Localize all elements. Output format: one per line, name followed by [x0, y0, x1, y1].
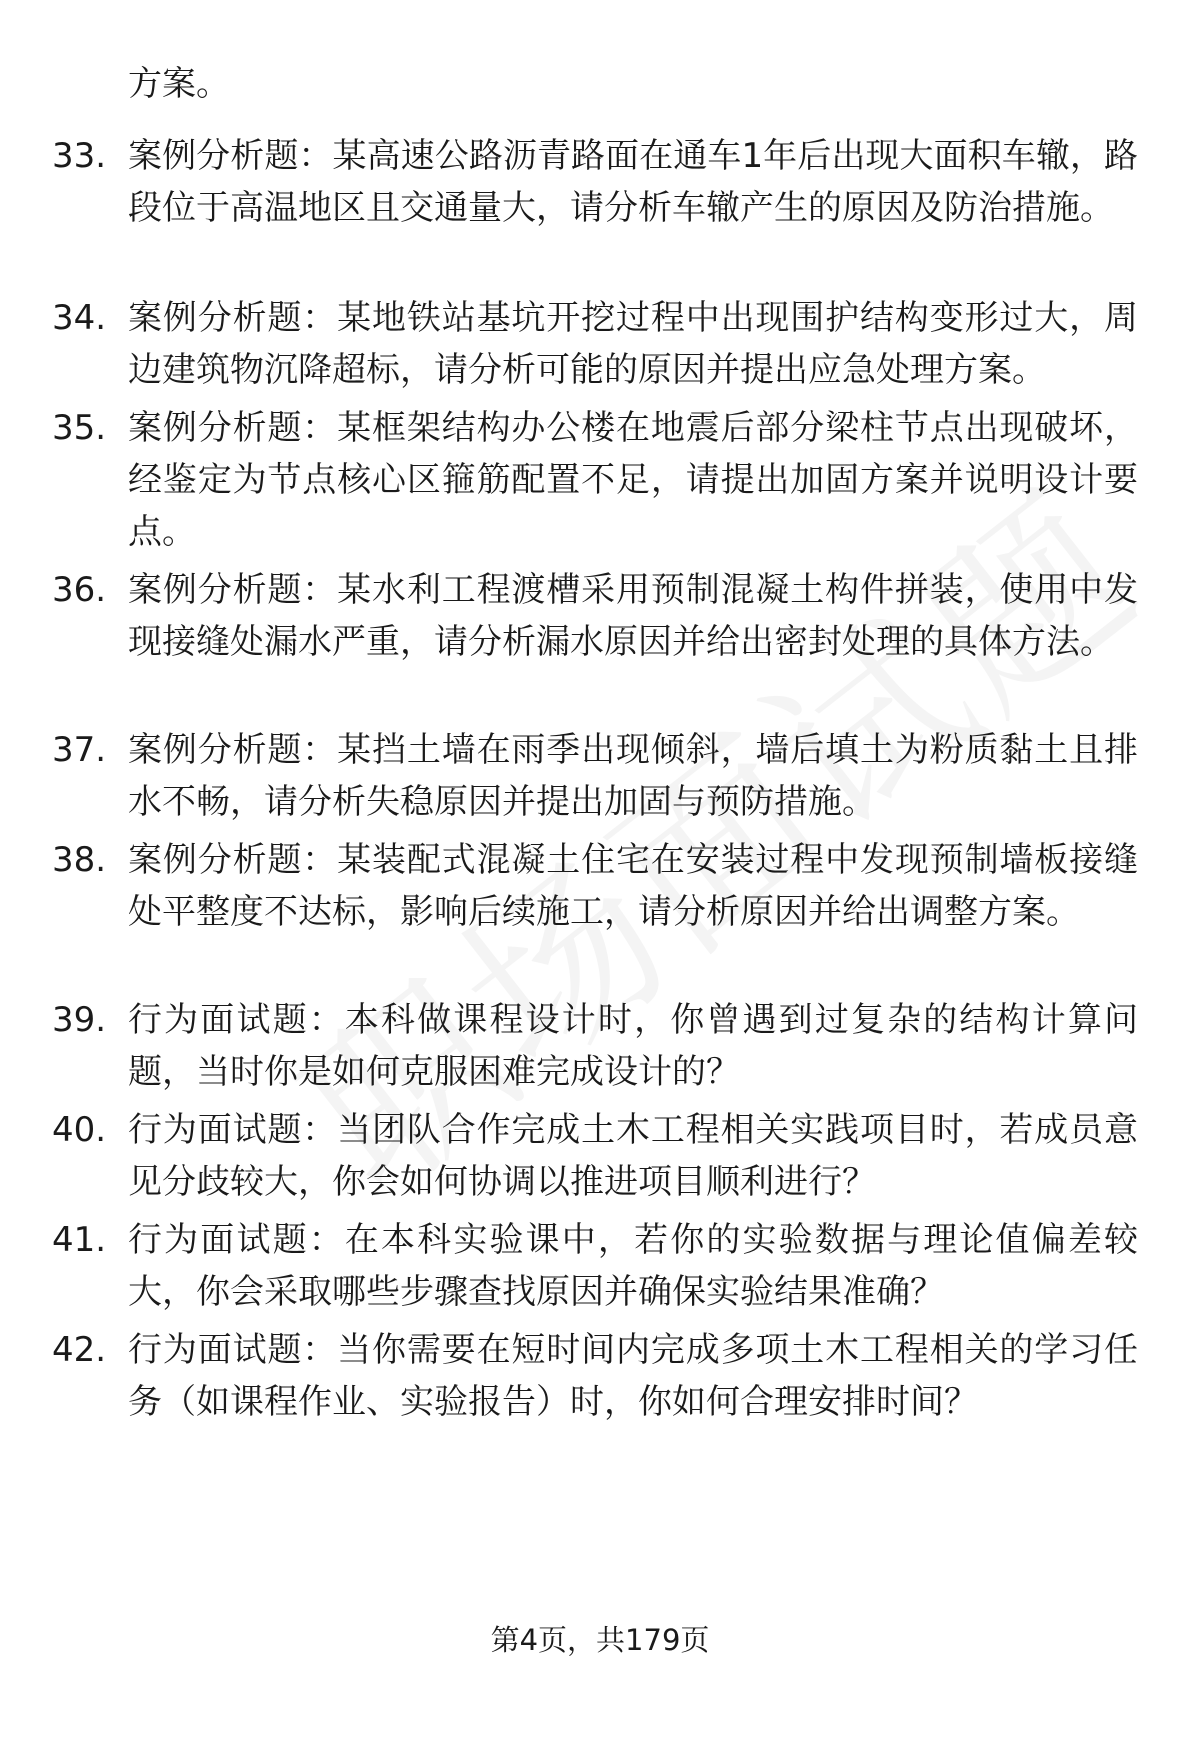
question-number: 38. — [52, 840, 107, 880]
question-number: 40. — [52, 1110, 107, 1150]
question-text: 案例分析题：某高速公路沥青路面在通车1年后出现大面积车辙，路段位于高温地区且交通量大，请分析车辙产生的原因及防治措施。 — [128, 136, 1138, 228]
question-text: 案例分析题：某框架结构办公楼在地震后部分梁柱节点出现破坏，经鉴定为节点核心区箍筋配置不足，请提出加固方案并说明设计要点。 — [128, 408, 1138, 552]
question-text: 案例分析题：某地铁站基坑开挖过程中出现围护结构变形过大，周边建筑物沉降超标，请分析可能的原因并提出应急处理方案。 — [128, 298, 1138, 390]
question-text: 行为面试题：在本科实验课中，若你的实验数据与理论值偏差较大，你会采取哪些步骤查找原因并确保实验结果准确？ — [128, 1220, 1138, 1312]
question-text: 行为面试题：当你需要在短时间内完成多项土木工程相关的学习任务（如课程作业、实验报告）时，你如何合理安排时间？ — [128, 1330, 1138, 1422]
question-number: 37. — [52, 730, 107, 770]
question-text: 案例分析题：某装配式混凝土住宅在安装过程中发现预制墙板接缝处平整度不达标，影响后续施工，请分析原因并给出调整方案。 — [128, 840, 1138, 932]
continued-text: 方案。 — [128, 64, 230, 104]
question-number: 34. — [52, 298, 107, 338]
question-number: 36. — [52, 570, 107, 610]
question-text: 案例分析题：某水利工程渡槽采用预制混凝土构件拼装，使用中发现接缝处漏水严重，请分析漏水原因并给出密封处理的具体方法。 — [128, 570, 1138, 662]
question-number: 35. — [52, 408, 107, 448]
question-number: 42. — [52, 1330, 107, 1370]
question-text: 行为面试题：本科做课程设计时，你曾遇到过复杂的结构计算问题，当时你是如何克服困难完成设计的？ — [128, 1000, 1138, 1092]
question-number: 41. — [52, 1220, 107, 1260]
question-number: 39. — [52, 1000, 107, 1040]
question-text: 案例分析题：某挡土墙在雨季出现倾斜，墙后填土为粉质黏土且排水不畅，请分析失稳原因并提出加固与预防措施。 — [128, 730, 1138, 822]
page-footer: 第4页，共179页 — [490, 1623, 710, 1657]
question-text: 行为面试题：当团队合作完成土木工程相关实践项目时，若成员意见分歧较大，你会如何协调以推进项目顺利进行？ — [128, 1110, 1138, 1202]
question-number: 33. — [52, 136, 107, 176]
